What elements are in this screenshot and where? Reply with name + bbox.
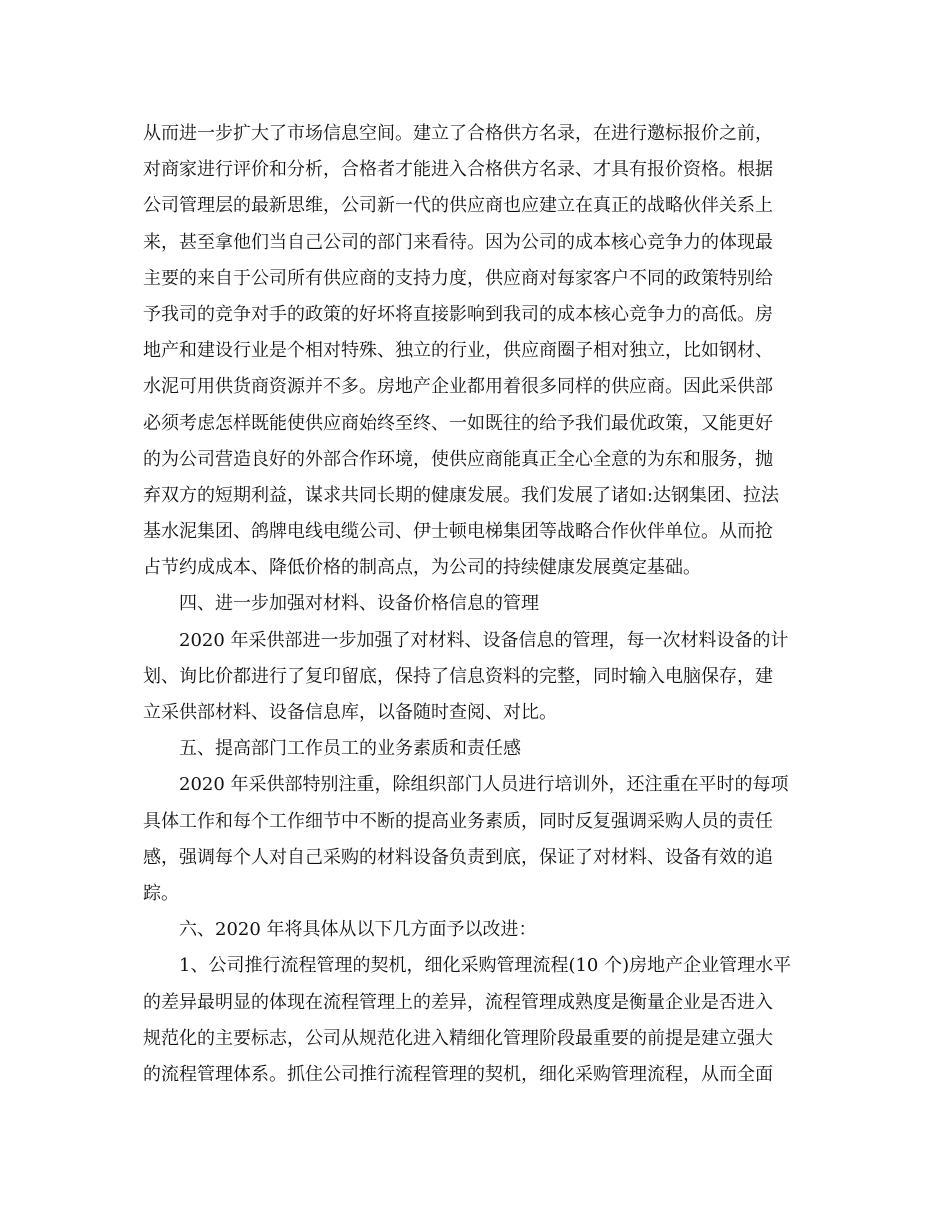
paragraph-staff-quality bbox=[143, 767, 813, 912]
text-line: 踪。 bbox=[143, 882, 179, 904]
text-line: 的流程管理体系。抓住公司推行流程管理的契机，细化采购管理流程，从而全面 bbox=[143, 1063, 773, 1085]
paragraph-process-management bbox=[143, 948, 813, 1093]
text-line: 2020 年采供部进一步加强了对材料、设备信息的管理，每一次材料设备的计 bbox=[179, 629, 789, 651]
text-line: 公司管理层的最新思维，公司新一代的供应商也应建立在真正的战略伙伴关系上 bbox=[143, 195, 773, 217]
text-line: 必须考虑怎样既能使供应商始终至终、一如既往的给予我们最优政策，又能更好 bbox=[143, 412, 773, 434]
text-line: 从而进一步扩大了市场信息空间。建立了合格供方名录，在进行邀标报价之前， bbox=[143, 123, 773, 144]
paragraph-supplier-relations bbox=[143, 116, 813, 586]
heading-text: 五、提高部门工作员工的业务素质和责任感 bbox=[179, 738, 521, 760]
text-line: 的为公司营造良好的外部合作环境，使供应商能真正全心全意的为东和服务，抛 bbox=[143, 448, 773, 470]
text-line: 弃双方的短期利益，谋求共同长期的健康发展。我们发展了诸如:达钢集团、拉法 bbox=[143, 484, 780, 506]
text-line: 对商家进行评价和分析，合格者才能进入合格供方名录、才具有报价资格。根据 bbox=[143, 159, 773, 181]
text-line: 具体工作和每个工作细节中不断的提高业务素质，同时反复强调采购人员的责任 bbox=[143, 810, 773, 832]
text-line: 来，甚至拿他们当自己公司的部门来看待。因为公司的成本核心竞争力的体现最 bbox=[143, 231, 773, 253]
text-line: 主要的来自于公司所有供应商的支持力度，供应商对每家客户不同的政策特别给 bbox=[143, 267, 773, 289]
text-line: 2020 年采供部特别注重，除组织部门人员进行培训外，还注重在平时的每项 bbox=[179, 774, 789, 796]
document-body bbox=[143, 116, 813, 1093]
heading-text: 四、进一步加强对材料、设备价格信息的管理 bbox=[179, 593, 539, 615]
heading-text: 六、2020 年将具体从以下几方面予以改进： bbox=[179, 919, 537, 941]
section-heading-improvements bbox=[143, 912, 813, 948]
text-line: 的差异最明显的体现在流程管理上的差异，流程管理成熟度是衡量企业是否进入 bbox=[143, 991, 773, 1013]
text-line: 基水泥集团、鸽牌电线电缆公司、伊士顿电梯集团等战略合作伙伴单位。从而抢 bbox=[143, 521, 773, 543]
section-heading-price-info bbox=[143, 586, 813, 622]
text-line: 地产和建设行业是个相对特殊、独立的行业，供应商圈子相对独立，比如钢材、 bbox=[143, 340, 773, 362]
paragraph-price-info bbox=[143, 623, 813, 732]
text-line: 规范化的主要标志，公司从规范化进入精细化管理阶段最重要的前提是建立强大 bbox=[143, 1027, 773, 1049]
text-line: 水泥可用供货商资源并不多。房地产企业都用着很多同样的供应商。因此采供部 bbox=[143, 376, 773, 398]
text-line: 占节约成成本、降低价格的制高点，为公司的持续健康发展奠定基础。 bbox=[143, 557, 701, 579]
text-line: 感，强调每个人对自己采购的材料设备负责到底，保证了对材料、设备有效的追 bbox=[143, 846, 773, 868]
section-heading-staff-quality bbox=[143, 731, 813, 767]
text-line: 1、公司推行流程管理的契机，细化采购管理流程(10 个)房地产企业管理水平 bbox=[179, 955, 792, 977]
text-line: 予我司的竞争对手的政策的好坏将直接影响到我司的成本核心竞争力的高低。房 bbox=[143, 303, 773, 325]
text-line: 划、询比价都进行了复印留底，保持了信息资料的完整，同时输入电脑保存，建 bbox=[143, 665, 773, 687]
text-line: 立采供部材料、设备信息库，以备随时查阅、对比。 bbox=[143, 702, 557, 723]
